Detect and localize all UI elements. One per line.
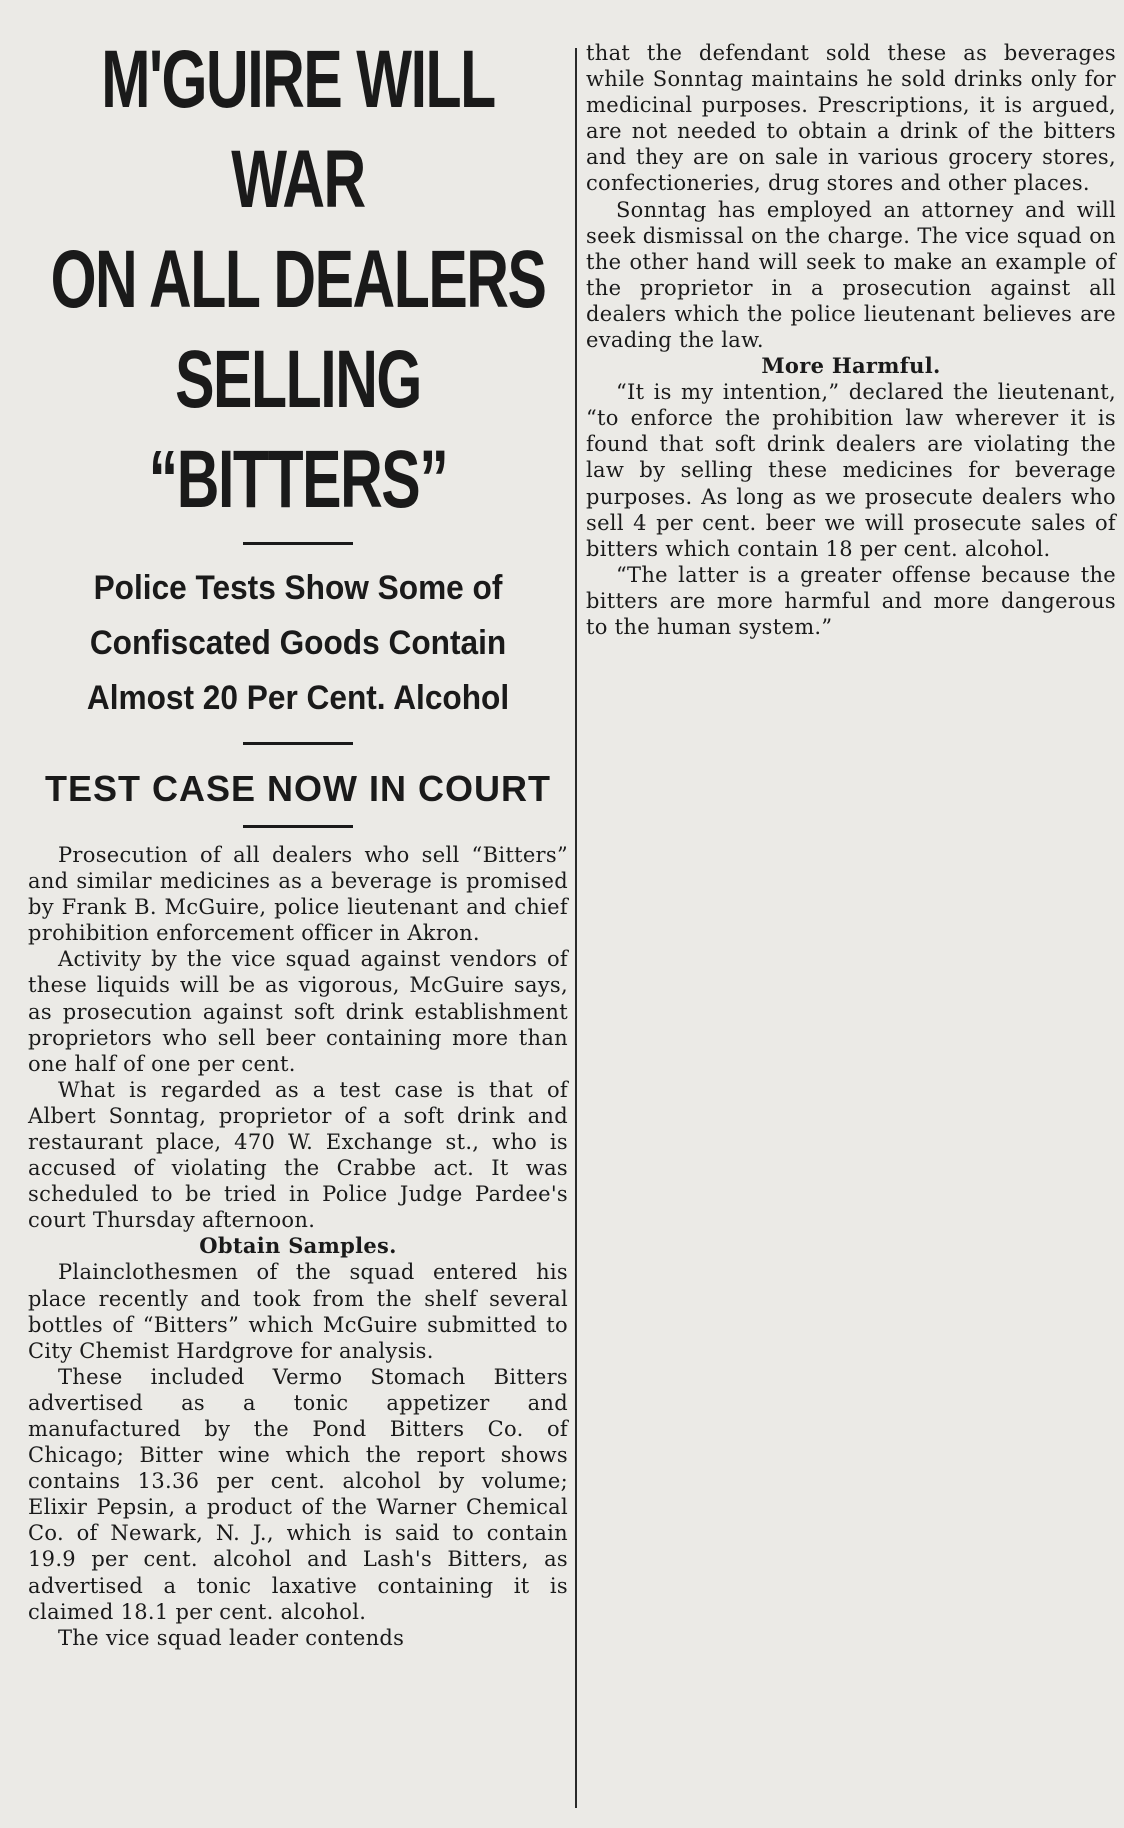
- deck-line-2: Confiscated Goods Contain: [89, 624, 507, 662]
- paragraph: “The latter is a greater offense because the bitters are more harmful and more dangerous to the human system.”: [586, 562, 1116, 639]
- headline-line-1: M'GUIRE WILL WAR: [101, 34, 495, 225]
- paragraph: that the defendant sold these as beverages while Sonntag maintains he sold drinks only for medicinal purposes. Prescriptions, it is argued, are not needed to obtain a drink of the bitters and they are on sale in various grocery stores, confectioneries, drug stores and other places.: [586, 41, 1116, 196]
- headline: [32, 30, 565, 530]
- left-column: [28, 30, 568, 1820]
- paragraph: What is regarded as a test case is that of Albert Sonntag, proprietor of a soft drink and restaurant place, 470 W. Exchange st., who is accused of violating the Crabbe act. It was scheduled to be tried in Police Judge Pardee's court Thursday afternoon.: [28, 1077, 568, 1233]
- headline-line-2: ON ALL DEALERS: [50, 234, 546, 325]
- left-body-text: [28, 842, 568, 1651]
- paragraph: Plainclothesmen of the squad entered his place recently and took from the shelf several bottles of “Bitters” which McGuire submitted to City Chemist Hardgrove for analysis.: [28, 1260, 568, 1363]
- column-rule: [575, 48, 577, 1808]
- headline-line-3: SELLING “BITTERS”: [148, 334, 448, 525]
- paragraph: These included Vermo Stomach Bitters advertised as a tonic appetizer and manufactured by the Pond Bitters Co. of Chicago; Bitter wine which the report shows contains 13.36 per cent. alcohol by volume; Elixir Pepsin, a product of the Warner Chemical Co. of Newark, N. J., which is said to contain 19.9 per cent. alcohol and Lash's Bitters, as advertised a tonic laxative containing it is claimed 18.1 per cent. alcohol.: [28, 1364, 568, 1624]
- right-body-text: [586, 40, 1116, 640]
- paragraph: The vice squad leader contends: [58, 1625, 405, 1650]
- secondary-deck: TEST CASE NOW IN COURT: [45, 768, 551, 809]
- subhead-more-harmful: More Harmful.: [761, 353, 941, 379]
- deck: [47, 561, 549, 726]
- deck-divider: [243, 742, 353, 745]
- paragraph: “It is my intention,” declared the lieutenant, “to enforce the prohibition law wherever it is found that soft drink dealers are violating the law by selling these medicines for beverage purposes. As long as we prosecute dealers who sell 4 per cent. beer we will prosecute sales of bitters which contain 18 per cent. alcohol.: [586, 380, 1116, 561]
- paragraph: Prosecution of all dealers who sell “Bitters” and similar medicines as a beverage is promised by Frank B. McGuire, police lieutenant and chief prohibition enforcement officer in Akron.: [28, 843, 568, 946]
- deck-line-3: Almost 20 Per Cent. Alcohol: [86, 679, 510, 717]
- paragraph: Sonntag has employed an attorney and will seek dismissal on the charge. The vice squad on the other hand will seek to make an example of the proprietor in a prosecution against all dealers which the police lieutenant believes are evading the law.: [586, 197, 1116, 353]
- deck2-divider: [243, 825, 353, 828]
- headline-divider: [243, 542, 353, 545]
- subhead-obtain-samples: Obtain Samples.: [199, 1233, 397, 1259]
- deck-line-1: Police Tests Show Some of: [93, 569, 503, 607]
- right-column: [586, 40, 1116, 640]
- paragraph: Activity by the vice squad against vendors of these liquids will be as vigorous, McGuire says, as prosecution against soft drink establishment proprietors who sell beer containing more than one half of one per cent.: [28, 947, 568, 1076]
